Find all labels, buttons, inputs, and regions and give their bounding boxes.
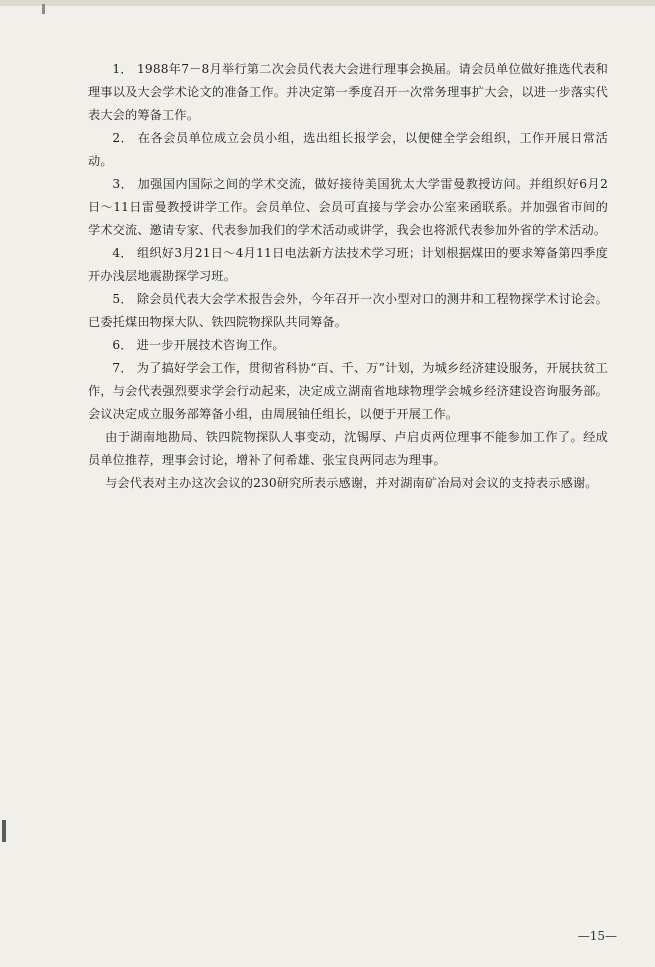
- scan-top-edge: [0, 0, 655, 6]
- document-body: [88, 58, 608, 495]
- paragraph-item-5: 5． 除会员代表大会学术报告会外，今年召开一次小型对口的测井和工程物探学术讨论会。已委托煤田物探大队、铁四院物探队共同筹备。: [88, 292, 608, 329]
- paragraph-item-2: 2． 在各会员单位成立会员小组，选出组长报学会，以便健全学会组织，工作开展日常活动。: [88, 131, 608, 168]
- scan-left-mark: [2, 820, 6, 842]
- paragraph-thanks: 与会代表对主办这次会议的230研究所表示感谢，并对湖南矿冶局对会议的支持表示感谢。: [105, 476, 598, 490]
- page-number: —15—: [577, 929, 617, 943]
- paragraph-item-4: 4． 组织好3月21日～4月11日电法新方法技术学习班；计划根据煤田的要求筹备第四季度开办浅层地震勘探学习班。: [88, 246, 608, 283]
- paragraph-item-3: 3． 加强国内国际之间的学术交流，做好接待美国犹太大学雷曼教授访问。并组织好6月2日～11日雷曼教授讲学工作。会员单位、会员可直接与学会办公室来函联系。并加强省市间的学术交流、邀请专家、代表参加我们的学术活动或讲学，我会也将派代表参加外省的学术活动。: [88, 177, 608, 237]
- paragraph-personnel-change: 由于湖南地勘局、铁四院物探队人事变动，沈锡厚、卢启贞两位理事不能参加工作了。经成员单位推荐，理事会讨论，增补了何希雄、张宝良两同志为理事。: [88, 430, 608, 467]
- paragraph-item-1: 1． 1988年7－8月举行第二次会员代表大会进行理事会换届。请会员单位做好推选代表和理事以及大会学术论文的准备工作。并决定第一季度召开一次常务理事扩大会，以进一步落实代表大会的筹备工作。: [88, 62, 608, 122]
- scan-mark: [42, 4, 45, 14]
- paragraph-item-6: 6． 进一步开展技术咨询工作。: [112, 338, 285, 352]
- paragraph-item-7: 7． 为了搞好学会工作，贯彻省科协“百、千、万”计划，为城乡经济建设服务，开展扶贫工作，与会代表强烈要求学会行动起来，决定成立湖南省地球物理学会城乡经济建设咨询服务部。会议决定成立服务部筹备小组，由周展铀任组长，以便于开展工作。: [88, 361, 608, 421]
